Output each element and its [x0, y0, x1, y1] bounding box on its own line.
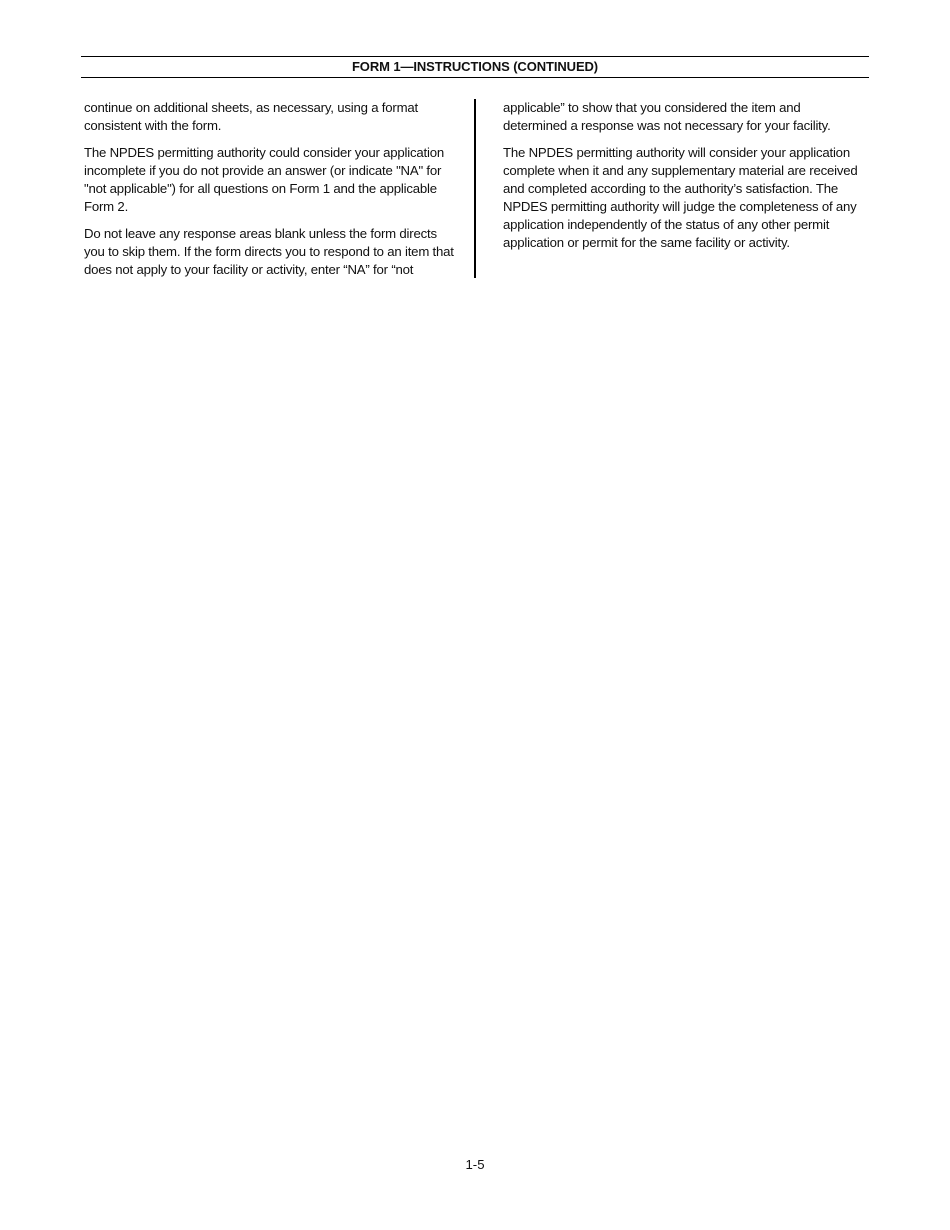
left-column: [84, 99, 456, 288]
paragraph-continuation: continue on additional sheets, as necessary, using a format consistent with the form.: [84, 100, 418, 133]
section-header-title: FORM 1—INSTRUCTIONS (CONTINUED): [351, 59, 599, 74]
paragraph-response-areas: Do not leave any response areas blank unless the form directs you to skip them. If the form directs you to respond to an item that does not apply to your facility or activity, enter “NA” for “not: [84, 226, 454, 277]
paragraph-incomplete-application: The NPDES permitting authority could consider your application incomplete if you do not provide an answer (or indicate "NA" for "not applicable") for all questions on Form 1 and the applicable Form 2.: [84, 145, 444, 214]
paragraph-application-complete: The NPDES permitting authority will consider your application complete when it and any supplementary material are received and completed according to the authority’s satisfaction. The NPDES permitting authority will judge the completeness of any application independently of the status of any other permit application or permit for the same facility or activity.: [503, 145, 858, 250]
section-header: [81, 56, 869, 78]
paragraph-not-applicable-continued: applicable” to show that you considered the item and determined a response was not necessary for your facility.: [503, 100, 831, 133]
page-number: 1-5: [465, 1157, 485, 1172]
right-column: [503, 99, 865, 261]
column-divider: [474, 99, 476, 278]
